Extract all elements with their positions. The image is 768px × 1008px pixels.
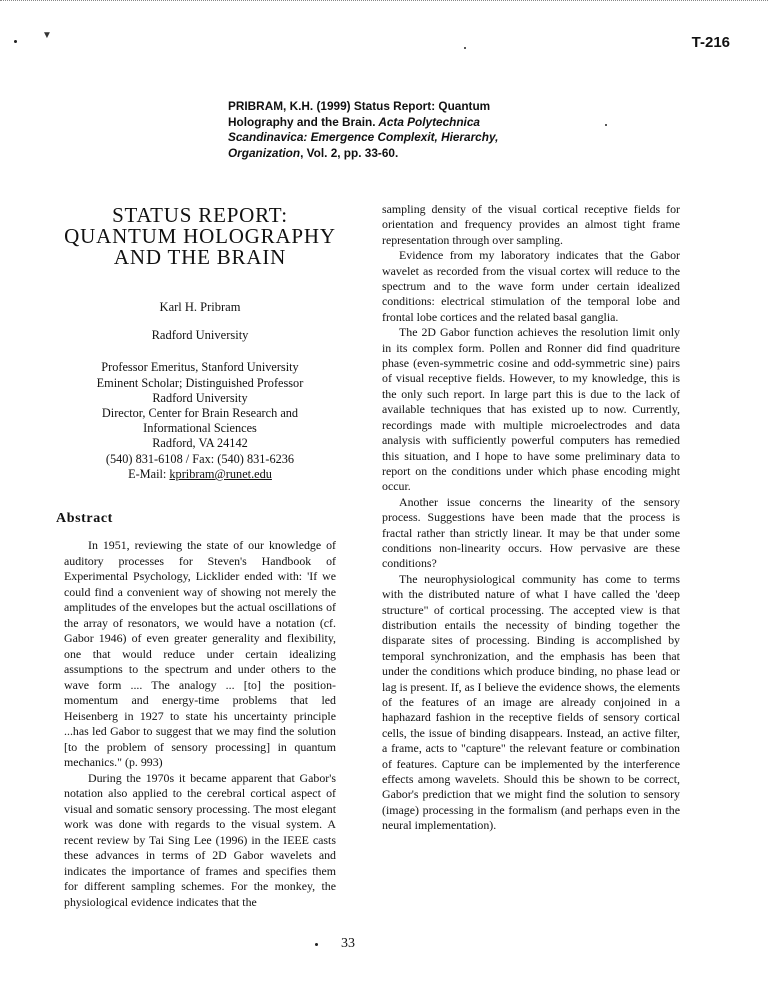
title-line: AND THE BRAIN <box>113 245 287 269</box>
author-affiliation: Radford University <box>151 328 249 343</box>
left-column <box>56 203 336 910</box>
body-paragraph: Another issue concerns the linearity of the sensory process. Suggestions have been made that the process is fractal rather than strictly linear. It may be that under some conditions non-linearity occurs. How pervasive are these conditions? <box>382 494 680 571</box>
body-paragraph: Evidence from my laboratory indicates that the Gabor wavelet as recorded from the visual cortex will reduce to the spectrum and to the wave form under certain idealized conditions: electrical stimulation of the temporal lobe and frontal lobe cortices and the related basal ganglia. <box>382 248 680 324</box>
contact-line: Radford, VA 24142 <box>152 436 248 451</box>
scan-artifact-top-edge <box>0 0 768 15</box>
contact-line: Eminent Scholar; Distinguished Professor <box>96 375 304 390</box>
body-paragraph: sampling density of the visual cortical receptive fields for orientation and frequency provides an almost tight frame representation through over sampling. <box>382 202 680 247</box>
contact-line: Professor Emeritus, Stanford University <box>101 360 299 375</box>
paper-title <box>64 205 336 268</box>
email-label: E-Mail: <box>128 466 170 481</box>
scan-speck <box>605 124 607 126</box>
email-link[interactable]: kpribram@runet.edu <box>169 466 272 481</box>
scan-speck <box>315 943 318 946</box>
title-line: STATUS REPORT: <box>112 203 288 227</box>
body-paragraph: The neurophysiological community has come to terms with the distributed nature of what I have called the 'deep structure" of cortical processing. The accepted view is that distribution entails the necessity of binding together the disparate sites of processing. Binding is accomplished by temporal synchronization, and the emphasis has been that under the conditions which produce binding, no phase lead or lag is present. If, as I believe the evidence shows, the elements of the features of an image are already conjoined in a haphazard fashion in the receptive fields of sensory cortical cells, the issue of binding disappears. Instead, an active filter, a frame, acts to "capture" the relevant feature or combination of features. Capture can be implemented by the interference effects among wavelets. Should this be shown to be correct, Gabor's prediction that we might find the solution to sensory (image) processing in the formalism (and perhaps even in the neural implementation). <box>382 571 680 833</box>
page-number: 33 <box>341 936 355 951</box>
scan-mark: ▼ <box>42 30 52 41</box>
body-paragraph: The 2D Gabor function achieves the resolution limit only in its complex form. Pollen and Ronner did find quadriture phase (even-symmetric cosine and odd-symmetric sine) pairs of visual receptive fields. However, to my knowledge, this is the only such report. In large part this is due to the lack of available techniques that has existed up to now. Currently, recordings made with multiple microelectrodes and data analysis with sufficiently powerful computers has remedied this situation, and I hope to have some preliminary data to report on the conditions under which phase encoding might occur. <box>382 325 680 494</box>
document-code: T-216 <box>691 34 730 51</box>
citation-line: PRIBRAM, K.H. (1999) Status Report: Quantum <box>228 99 491 113</box>
author-name: Karl H. Pribram <box>159 300 241 314</box>
right-column <box>382 202 680 834</box>
author-contact-block <box>64 360 336 482</box>
scan-speck <box>14 40 17 43</box>
abstract-paragraph: During the 1970s it became apparent that Gabor's notation also applied to the cerebral cortical aspect of visual and somatic sensory processing. The most elegant work was done with regards to the visual system. A recent review by Tai Sing Lee (1996) in the IEEE casts these advances in terms of 2D Gabor wavelets and indicates the importance of frames and specifies them for different sampling schemes. For the monkey, the physiological evidence indicates that the <box>64 770 336 909</box>
email-line <box>64 467 336 482</box>
abstract-heading: Abstract <box>56 511 113 527</box>
contact-line: Informational Sciences <box>143 421 257 436</box>
contact-line: Radford University <box>152 390 248 405</box>
citation-line: Holography and the Brain. Acta Polytechnica <box>228 114 480 129</box>
citation-line: Scandinavica: Emergence Complexit, Hierarchy, <box>228 130 499 144</box>
contact-line: Director, Center for Brain Research and <box>101 406 299 421</box>
citation-line: Organization, Vol. 2, pp. 33-60. <box>228 145 399 160</box>
contact-line: (540) 831-6108 / Fax: (540) 831-6236 <box>105 451 295 466</box>
citation-block <box>228 99 548 161</box>
scan-speck <box>464 47 466 49</box>
abstract-paragraph: In 1951, reviewing the state of our knowledge of auditory processes for Steven's Handbook of Experimental Psychology, Licklider ended with: 'If we could find a convenient way of showing not merely the amplitudes of the envelopes but the actual oscillations of the array of resonators, we would have a notation (cf. Gabor 1946) of even greater generality and flexibility, one that would reduce under certain idealizing assumptions to the spectrum and under others to the wave form .... The analogy ... [to] the position-momentum and energy-time problems that led Heisenberg in 1927 to state his uncertainty principle ...has led Gabor to suggest that we may find the solution [to the problem of sensory processing] in quantum mechanics." (p. 993) <box>64 538 336 770</box>
title-line: QUANTUM HOLOGRAPHY <box>64 224 336 248</box>
